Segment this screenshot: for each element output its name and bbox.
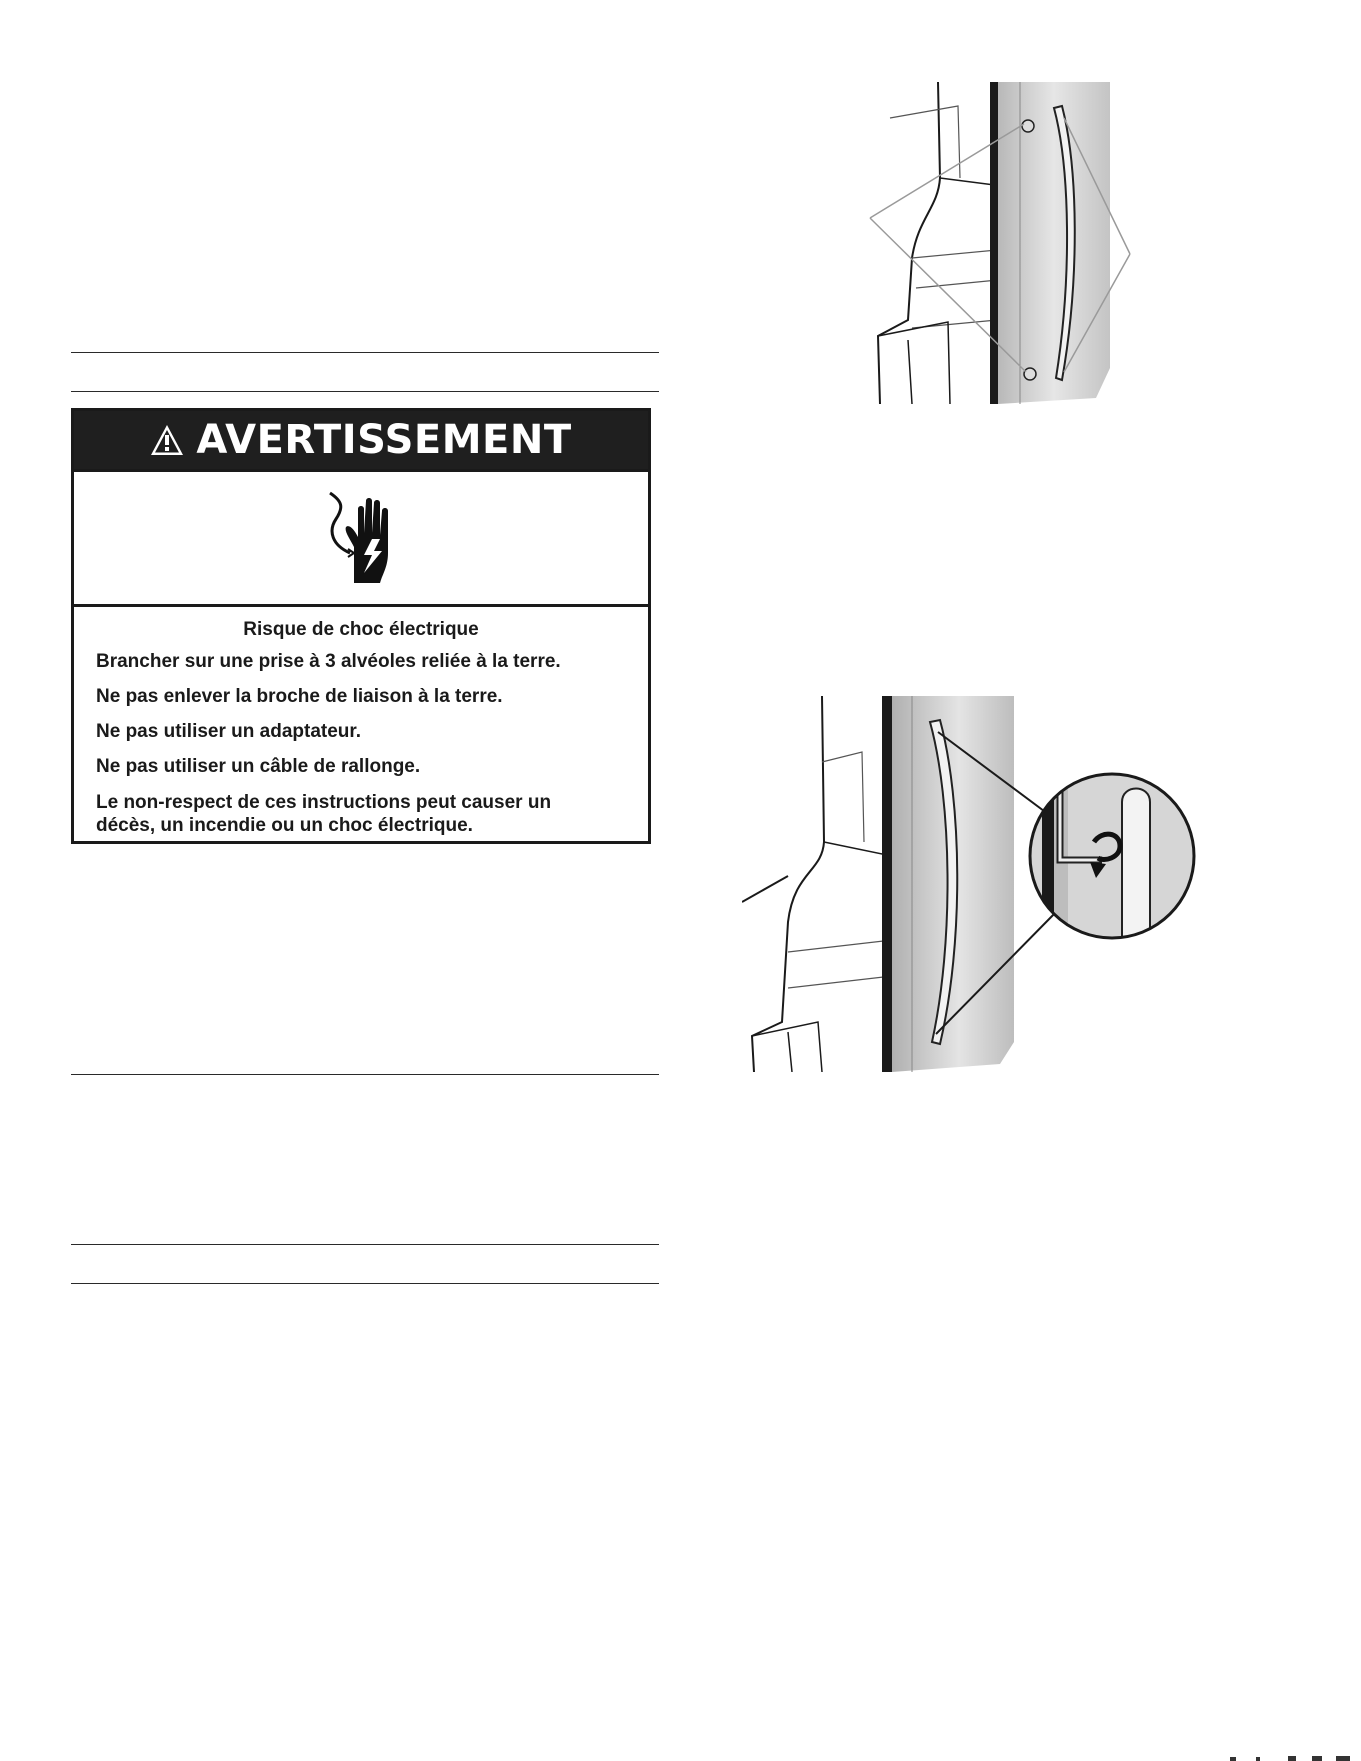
symbol-panel <box>74 469 648 607</box>
handle-setscrew-illustration <box>742 692 1240 1072</box>
warning-box <box>71 408 651 844</box>
warning-line: Ne pas utiliser un câble de rallonge. <box>96 756 421 777</box>
section-rule-5 <box>71 1283 659 1284</box>
section-rule-3 <box>71 1074 659 1075</box>
warning-triangle-icon <box>150 424 184 456</box>
warning-heading: Risque de choc électrique <box>243 619 479 640</box>
warning-line: Ne pas utiliser un adaptateur. <box>96 721 362 742</box>
section-rule-1 <box>71 352 659 353</box>
warning-line: Brancher sur une prise à 3 alvéoles reliée à la terre. <box>96 651 561 672</box>
warning-title: AVERTISSEMENT <box>196 417 572 463</box>
warning-line: Le non-respect de ces instructions peut causer un décès, un incendie ou un choc électrique. <box>96 792 552 836</box>
message-panel <box>74 607 648 850</box>
warning-header <box>74 411 648 469</box>
page-edge-marks <box>0 1755 1361 1761</box>
warning-line: Ne pas enlever la broche de liaison à la terre. <box>96 686 503 707</box>
section-rule-4 <box>71 1244 659 1245</box>
section-rule-2 <box>71 391 659 392</box>
handle-screws-illustration <box>868 78 1140 404</box>
electric-shock-hand-icon <box>306 483 416 593</box>
